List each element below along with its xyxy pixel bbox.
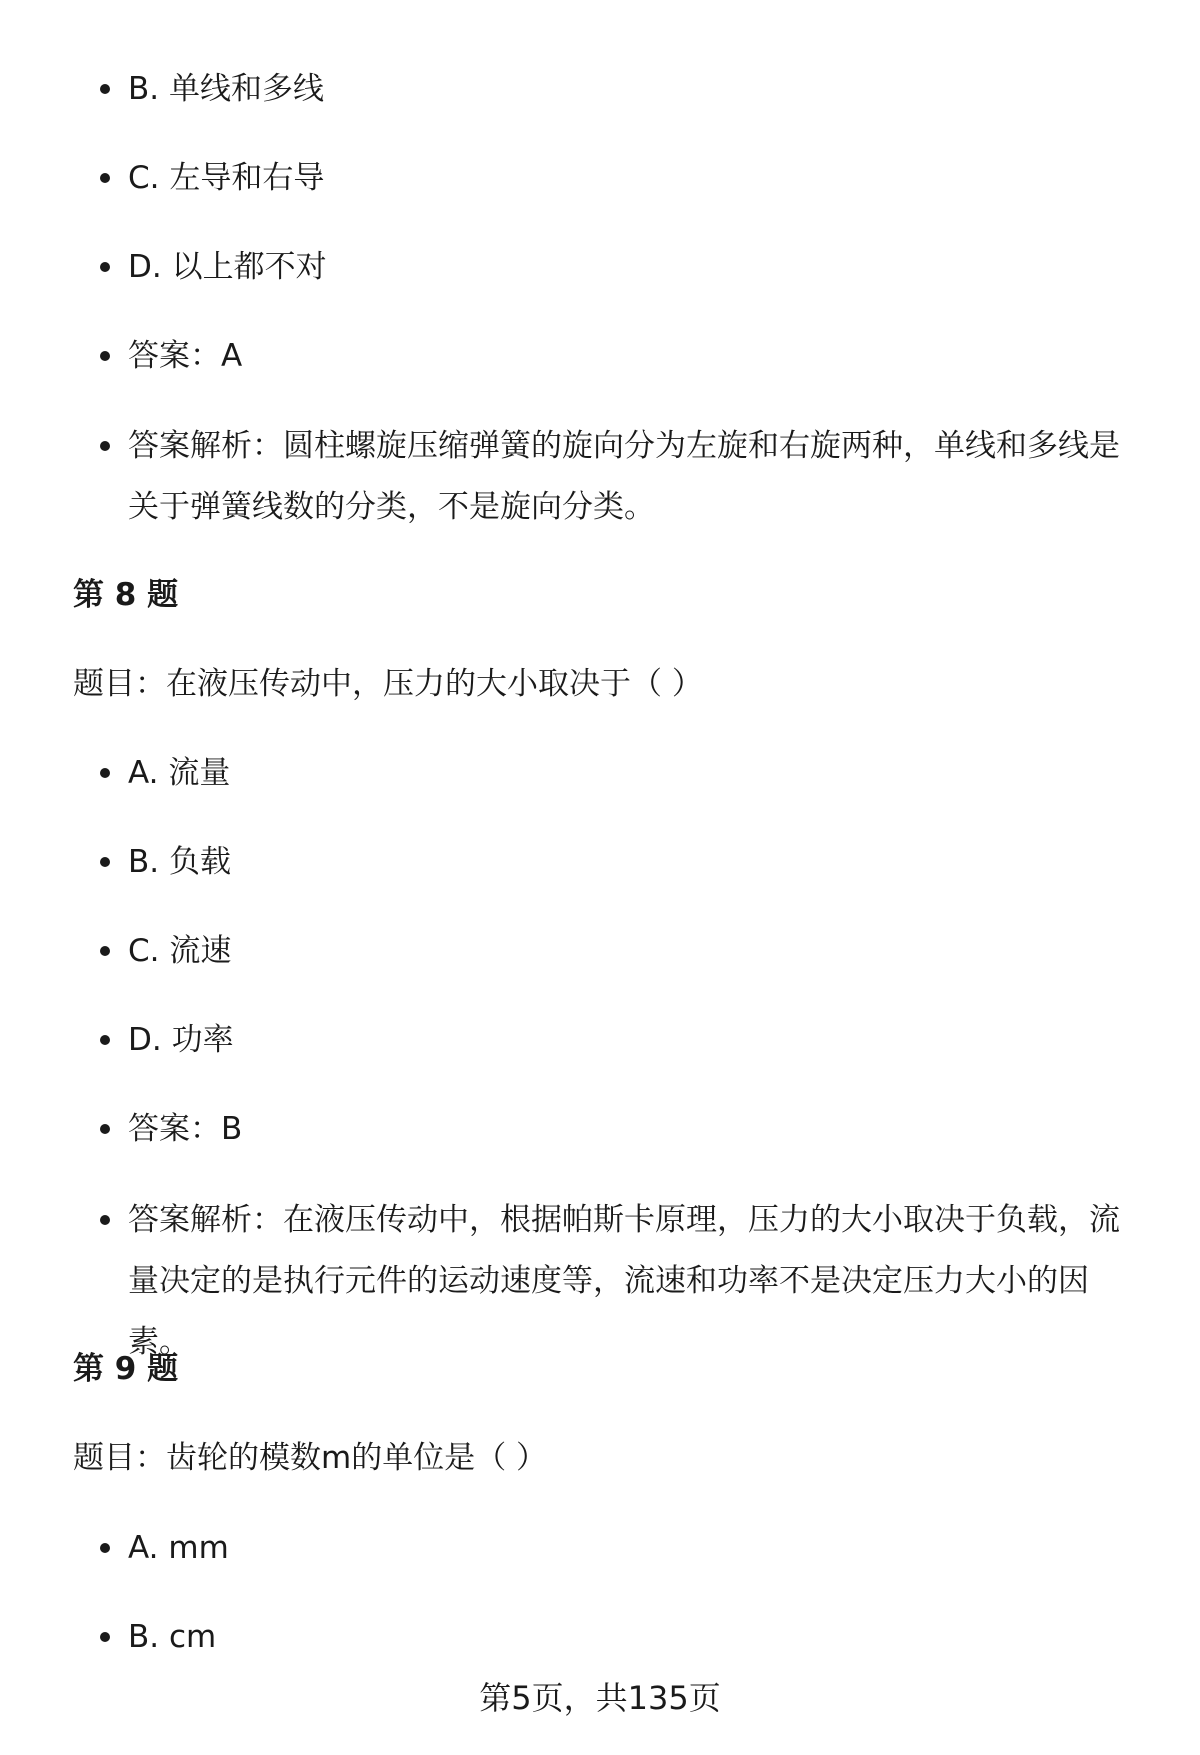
list-item-explanation bbox=[128, 416, 1148, 538]
list-item-answer bbox=[128, 1099, 1148, 1160]
bullet-icon bbox=[100, 1124, 110, 1134]
list-item-option bbox=[128, 59, 1148, 120]
bullet-icon bbox=[100, 351, 110, 361]
list-item-option bbox=[128, 237, 1148, 298]
list-item-option bbox=[128, 832, 1148, 893]
list-item-option bbox=[128, 1010, 1148, 1071]
list-item-explanation bbox=[128, 1190, 1148, 1373]
option-text: B. 单线和多线 bbox=[128, 71, 324, 107]
bullet-icon bbox=[100, 84, 110, 94]
option-text: B. 负载 bbox=[128, 844, 231, 880]
option-text: C. 左导和右导 bbox=[128, 160, 325, 196]
explanation-text: 答案解析：在液压传动中，根据帕斯卡原理，压力的大小取决于负载，流量决定的是执行元件的运动速度等，流速和功率不是决定压力大小的因素。 bbox=[128, 1202, 1120, 1360]
bullet-icon bbox=[100, 262, 110, 272]
list-item-option bbox=[128, 148, 1148, 209]
list-item-answer bbox=[128, 326, 1148, 387]
page-number-footer: 第5页，共135页 bbox=[479, 1679, 721, 1717]
bullet-icon bbox=[100, 857, 110, 867]
bullet-icon bbox=[100, 946, 110, 956]
question-text: 题目：齿轮的模数m的单位是（ ） bbox=[73, 1440, 548, 1476]
option-text: D. 功率 bbox=[128, 1022, 234, 1058]
question-heading: 第 8 题 bbox=[73, 577, 179, 613]
option-text: D. 以上都不对 bbox=[128, 249, 327, 285]
option-text: B. cm bbox=[128, 1619, 217, 1655]
answer-text: 答案：A bbox=[128, 338, 243, 374]
question-text: 题目：在液压传动中，压力的大小取决于（ ） bbox=[73, 666, 703, 702]
bullet-icon bbox=[100, 1215, 110, 1225]
question-heading: 第 9 题 bbox=[73, 1351, 179, 1387]
list-item-option bbox=[128, 1518, 1148, 1579]
bullet-icon bbox=[100, 441, 110, 451]
bullet-icon bbox=[100, 173, 110, 183]
list-item-option bbox=[128, 921, 1148, 982]
bullet-icon bbox=[100, 1632, 110, 1642]
bullet-icon bbox=[100, 1035, 110, 1045]
option-text: C. 流速 bbox=[128, 933, 232, 969]
list-item-option bbox=[128, 1607, 1148, 1668]
list-item-option bbox=[128, 743, 1148, 804]
option-text: A. 流量 bbox=[128, 755, 231, 791]
option-text: A. mm bbox=[128, 1530, 229, 1566]
bullet-icon bbox=[100, 1543, 110, 1553]
explanation-text: 答案解析：圆柱螺旋压缩弹簧的旋向分为左旋和右旋两种，单线和多线是关于弹簧线数的分类，不是旋向分类。 bbox=[128, 428, 1120, 525]
answer-text: 答案：B bbox=[128, 1111, 243, 1147]
bullet-icon bbox=[100, 768, 110, 778]
